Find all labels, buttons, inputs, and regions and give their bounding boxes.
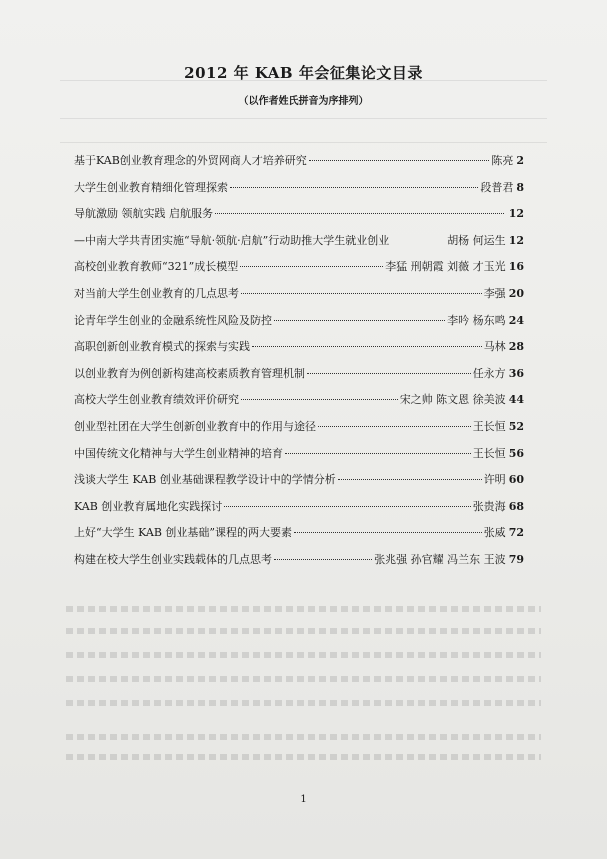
toc-entry-author: 胡杨 何运生 <box>447 233 506 247</box>
toc-entry-author: 马林 <box>483 340 506 354</box>
bleed-through-text <box>66 606 541 612</box>
toc-entry-page: 8 <box>516 180 524 194</box>
toc-entry-page: 72 <box>508 526 524 540</box>
toc-entry <box>74 551 524 578</box>
toc-entry-author: 李强 <box>483 286 506 300</box>
toc-entry-page: 20 <box>508 286 524 300</box>
bleed-through-text <box>66 676 541 682</box>
toc-entry <box>74 365 524 392</box>
toc-entry-page: 2 <box>516 154 524 167</box>
toc-leader-dots <box>241 293 482 294</box>
toc-leader-dots <box>274 320 445 321</box>
toc-entry <box>74 524 524 551</box>
toc-entry-author: 王长恒 <box>472 419 506 433</box>
toc-entry-page: 36 <box>508 366 524 380</box>
toc-entry-title: 构建在校大学生创业实践载体的几点思考 <box>74 552 272 566</box>
toc-entry <box>74 179 524 206</box>
toc-leader-dots <box>224 506 470 507</box>
bleed-through-line <box>60 118 547 119</box>
bleed-through-text <box>66 652 541 658</box>
toc-entry <box>74 391 524 418</box>
toc-leader-dots <box>274 559 372 560</box>
toc-entry-author: 李吟 杨东鸣 <box>447 313 506 327</box>
toc-entry-page: 24 <box>508 313 524 327</box>
toc-entry-author: 王长恒 <box>472 446 506 460</box>
toc-entry-author: 任永方 <box>472 366 506 380</box>
toc-entry-title: KAB 创业教育属地化实践探讨 <box>74 499 223 513</box>
toc-entry-page: 60 <box>508 473 524 487</box>
toc-entry <box>74 258 524 285</box>
toc-entry-page: 28 <box>508 340 524 354</box>
toc-entry-title: 浅谈大学生 KAB 创业基础课程教学设计中的学情分析 <box>74 473 336 487</box>
toc-entry-page: 52 <box>508 419 524 433</box>
toc-leader-dots <box>215 213 504 214</box>
toc-entry-title: 中国传统文化精神与大学生创业精神的培育 <box>74 446 283 460</box>
toc-entry <box>74 152 524 179</box>
toc-entry-author: 陈亮 <box>491 154 514 167</box>
toc-entry-title: 基于KAB创业教育理念的外贸网商人才培养研究 <box>74 154 307 167</box>
toc-entry-title: —中南大学共青团实施“导航·领航·启航”行动助推大学生就业创业 <box>74 233 390 247</box>
toc-entry-page: 68 <box>508 499 524 513</box>
toc-entry-page: 79 <box>508 552 524 566</box>
toc-leader-dots <box>240 266 383 267</box>
bleed-through-line <box>60 142 547 143</box>
toc-leader-dots <box>318 426 471 427</box>
toc-entry <box>74 338 524 365</box>
toc-entry <box>74 285 524 312</box>
toc-entry-title: 对当前大学生创业教育的几点思考 <box>74 286 239 300</box>
toc-entry-author: 李猛 刑朝霞 刘薇 才玉光 <box>385 260 506 274</box>
toc-leader-dots <box>309 160 490 161</box>
document-subtitle: （以作者姓氏拼音为序排列） <box>238 96 369 107</box>
toc-entry-page: 16 <box>508 260 524 274</box>
toc-entry-title: 大学生创业教育精细化管理探索 <box>74 180 228 194</box>
toc-leader-dots <box>241 399 398 400</box>
toc-entry <box>74 471 524 498</box>
toc-entry <box>74 232 524 259</box>
document-title: 2012 年 KAB 年会征集论文目录 <box>184 64 423 82</box>
bleed-through-text <box>66 754 541 760</box>
toc-entry-title: 以创业教育为例创新构建高校素质教育管理机制 <box>74 366 305 380</box>
page-number: 1 <box>300 794 307 805</box>
toc-entry-author: 宋之帅 陈文恩 徐美波 <box>399 393 506 407</box>
bleed-through-text <box>66 700 541 706</box>
toc-entry-author: 张兆强 孙官耀 冯兰东 王波 <box>374 552 506 566</box>
toc-entry-page: 44 <box>508 393 524 407</box>
toc-entry <box>74 205 524 232</box>
toc-entry-author: 张威 <box>483 526 506 540</box>
toc-entry-title: 上好“大学生 KAB 创业基础”课程的两大要素 <box>74 526 293 540</box>
toc-entry-page: 56 <box>508 446 524 460</box>
toc-entry-title: 高职创新创业教育模式的探索与实践 <box>74 340 250 354</box>
toc-entry <box>74 445 524 472</box>
toc-leader-dots <box>285 453 471 454</box>
toc-entry <box>74 312 524 339</box>
toc-entry-title: 高校创业教育教师“321”成长模型 <box>74 260 239 274</box>
toc-leader-dots <box>294 532 482 533</box>
toc-entry-title: 创业型社团在大学生创新创业教育中的作用与途径 <box>74 419 316 433</box>
toc-entry-title: 高校大学生创业教育绩效评价研究 <box>74 393 239 407</box>
toc-entry <box>74 498 524 525</box>
toc-entry-author: 段普君 <box>480 180 514 194</box>
toc-entry-page: 12 <box>508 207 524 221</box>
toc-entry <box>74 418 524 445</box>
bleed-through-text <box>66 734 541 740</box>
toc-leader-dots <box>307 373 471 374</box>
toc-entry-title: 导航激励 领航实践 启航服务 <box>74 207 213 221</box>
table-of-contents <box>74 152 524 578</box>
toc-leader-dots <box>252 346 482 347</box>
toc-entry-page: 12 <box>508 233 524 247</box>
toc-entry-author: 许明 <box>483 473 506 487</box>
toc-entry-title: 论青年学生创业的金融系统性风险及防控 <box>74 313 272 327</box>
toc-entry-author: 张贵海 <box>472 499 506 513</box>
bleed-through-text <box>66 628 541 634</box>
toc-leader-dots <box>230 187 478 188</box>
toc-leader-dots <box>338 479 482 480</box>
